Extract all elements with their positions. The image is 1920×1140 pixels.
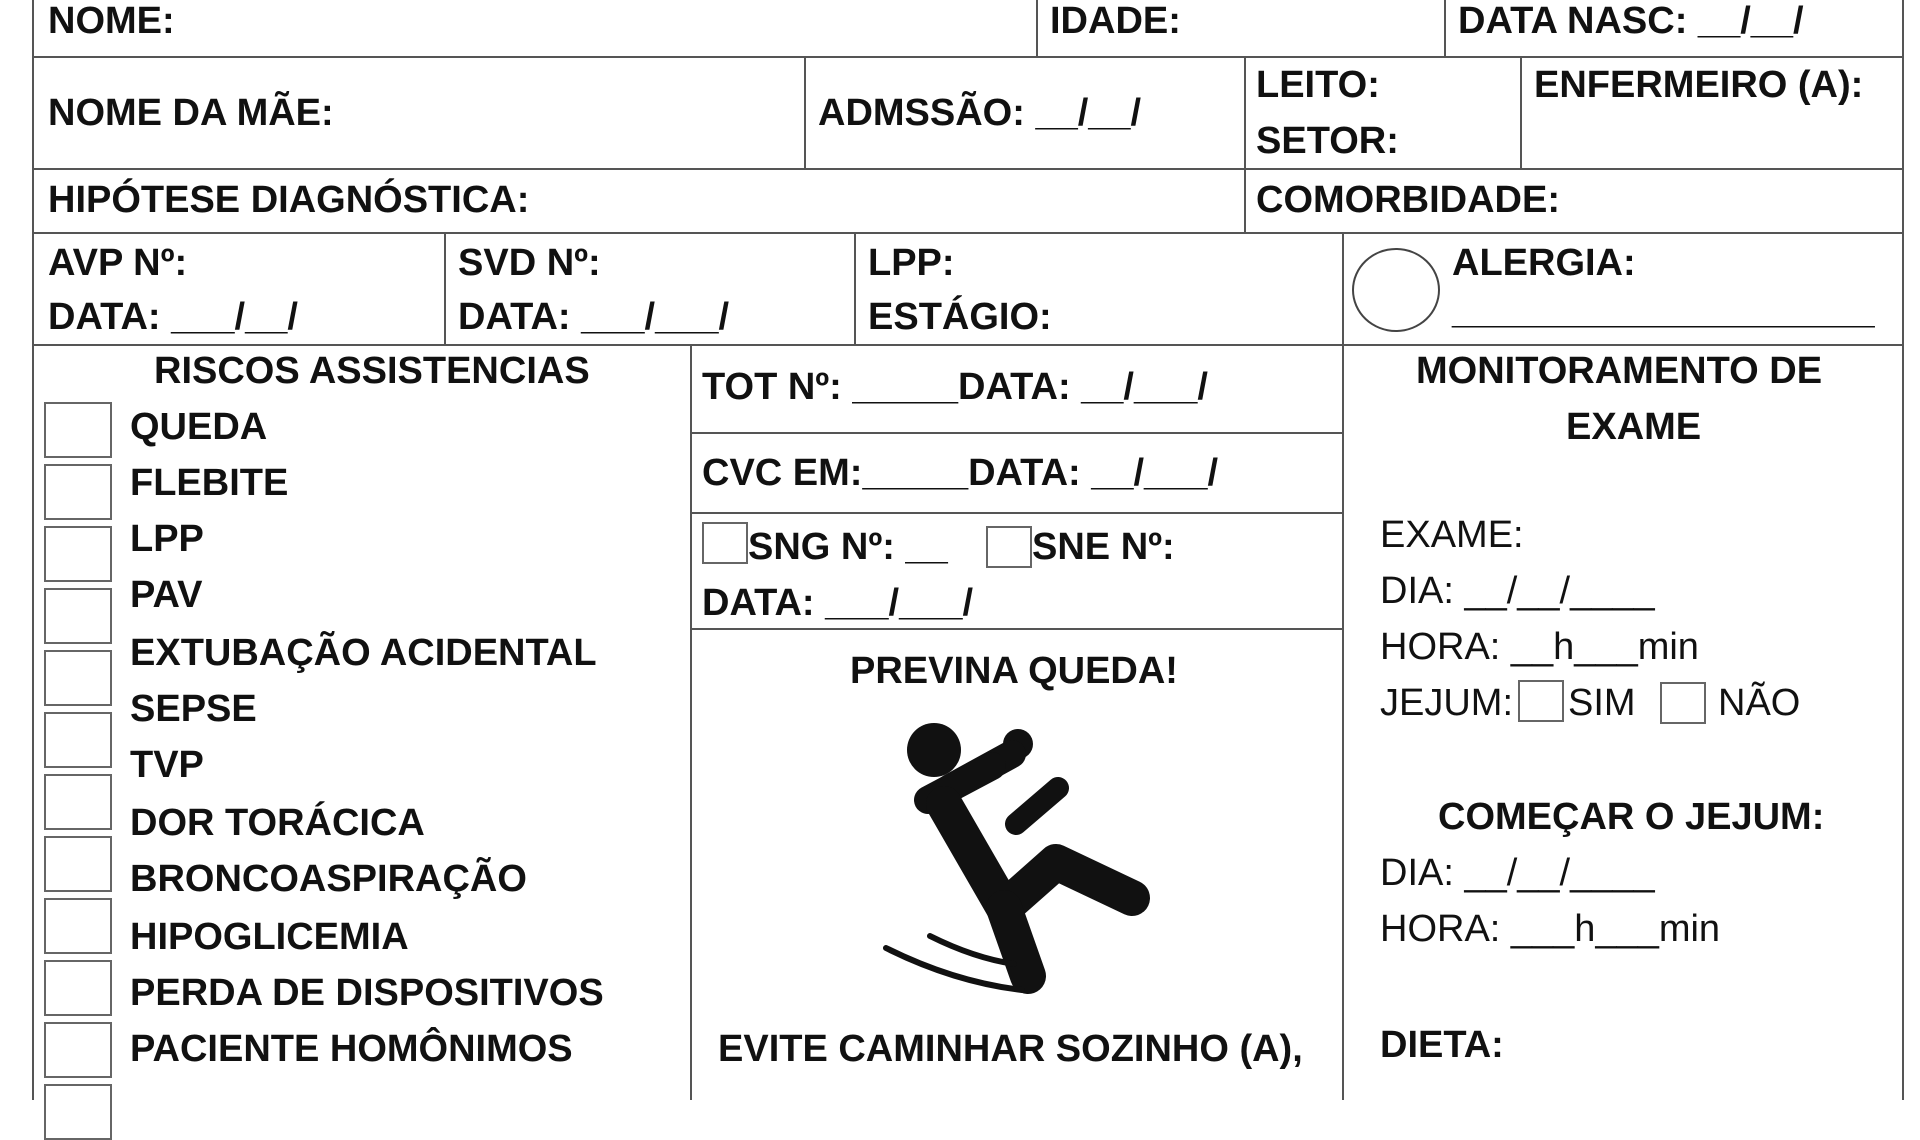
alergia-underline: ____________________ — [1452, 290, 1875, 332]
sng-section[interactable] — [690, 514, 1342, 628]
risk-label-lpp: LPP — [130, 518, 204, 560]
label-jejum-sim: SIM — [1568, 682, 1636, 724]
label-svd-data: DATA: ___/___/ — [458, 296, 730, 338]
falling-person-icon — [880, 714, 1180, 1004]
label-data-nasc: DATA NASC: __/__/ — [1458, 0, 1804, 42]
label-dieta: DIETA: — [1380, 1024, 1504, 1066]
cell-alergia[interactable] — [1342, 232, 1902, 344]
checkbox-lpp[interactable] — [44, 526, 112, 582]
checkbox-sepse[interactable] — [44, 712, 112, 768]
cell-comorbidade[interactable] — [1244, 168, 1902, 232]
label-exame: EXAME: — [1380, 514, 1524, 556]
evite-caminhar-text: EVITE CAMINHAR SOZINHO (A), — [718, 1028, 1303, 1070]
label-admissao: ADMSSÃO: __/__/ — [818, 92, 1142, 134]
cell-nome[interactable] — [34, 0, 1038, 56]
risk-label-homonimos: PACIENTE HOMÔNIMOS — [130, 1028, 573, 1070]
cell-leito-setor[interactable] — [1244, 56, 1522, 168]
cell-lpp[interactable] — [854, 232, 1344, 344]
row-admission — [34, 56, 1902, 170]
label-hora: HORA: __h___min — [1380, 626, 1699, 668]
cvc-section[interactable] — [690, 434, 1342, 512]
label-sng-data: DATA: ___/___/ — [702, 582, 974, 624]
label-alergia: ALERGIA: — [1452, 242, 1636, 284]
checkbox-perda-dispositivos[interactable] — [44, 1022, 112, 1078]
label-jejum: JEJUM: — [1380, 682, 1513, 724]
risk-label-sepse: SEPSE — [130, 688, 257, 730]
label-avp: AVP Nº: — [48, 242, 188, 284]
label-avp-data: DATA: ___/__/ — [48, 296, 298, 338]
divider-sng — [690, 628, 1342, 630]
checkbox-dor-toracica[interactable] — [44, 836, 112, 892]
risk-label-hipoglicemia: HIPOGLICEMIA — [130, 916, 409, 958]
riscos-title: RISCOS ASSISTENCIAS — [154, 350, 590, 392]
cell-nome-mae[interactable] — [34, 56, 806, 168]
risk-label-perda-dispositivos: PERDA DE DISPOSITIVOS — [130, 972, 604, 1014]
checkbox-queda[interactable] — [44, 402, 112, 458]
label-hipotese: HIPÓTESE DIAGNÓSTICA: — [48, 179, 530, 221]
cell-enfermeiro[interactable] — [1520, 56, 1902, 168]
tot-section[interactable] — [690, 344, 1342, 432]
label-jejum-nao: NÃO — [1718, 682, 1801, 724]
label-comorbidade: COMORBIDADE: — [1256, 179, 1560, 221]
risk-label-pav: PAV — [130, 574, 203, 616]
risk-label-queda: QUEDA — [130, 406, 268, 448]
riscos-column — [34, 344, 692, 1100]
risk-label-tvp: TVP — [130, 744, 204, 786]
monitor-title-1: MONITORAMENTO DE — [1416, 350, 1823, 392]
checkbox-jejum-nao[interactable] — [1660, 682, 1706, 724]
checkbox-homonimos[interactable] — [44, 1084, 112, 1140]
checkbox-sng[interactable] — [702, 522, 748, 564]
label-dia: DIA: __/__/____ — [1380, 570, 1655, 612]
allergy-indicator-circle[interactable] — [1352, 248, 1440, 332]
label-lpp: LPP: — [868, 242, 955, 284]
label-enfermeiro: ENFERMEIRO (A): — [1534, 64, 1864, 106]
monitor-column — [1342, 344, 1902, 1100]
risk-label-flebite: FLEBITE — [130, 462, 289, 504]
checkbox-pav[interactable] — [44, 588, 112, 644]
checkbox-sne[interactable] — [986, 526, 1032, 568]
row-devices — [34, 232, 1902, 346]
label-leito: LEITO: — [1256, 64, 1380, 106]
cell-svd[interactable] — [444, 232, 856, 344]
monitor-title-2: EXAME — [1566, 406, 1702, 448]
label-svd: SVD Nº: — [458, 242, 601, 284]
cell-idade[interactable] — [1036, 0, 1446, 56]
label-idade: IDADE: — [1050, 0, 1181, 42]
checkbox-broncoaspiracao[interactable] — [44, 898, 112, 954]
patient-form — [32, 0, 1904, 1100]
label-sng: SNG Nº: __ — [748, 526, 948, 568]
risk-label-extubacao: EXTUBAÇÃO ACIDENTAL — [130, 632, 597, 674]
label-dia2: DIA: __/__/____ — [1380, 852, 1655, 894]
label-tot: TOT Nº: _____DATA: __/___/ — [702, 366, 1208, 408]
row-identification — [34, 0, 1902, 58]
label-nome: NOME: — [48, 0, 175, 42]
checkbox-hipoglicemia[interactable] — [44, 960, 112, 1016]
label-setor: SETOR: — [1256, 120, 1399, 162]
label-hora2: HORA: ___h___min — [1380, 908, 1721, 950]
label-sne: SNE Nº: — [1032, 526, 1175, 568]
lower-section — [34, 344, 1902, 1100]
checkbox-extubacao[interactable] — [44, 650, 112, 706]
checkbox-jejum-sim[interactable] — [1518, 680, 1564, 722]
row-diagnosis — [34, 168, 1902, 234]
cell-admissao[interactable] — [804, 56, 1246, 168]
label-estagio: ESTÁGIO: — [868, 296, 1052, 338]
cell-hipotese[interactable] — [34, 168, 1246, 232]
cell-data-nasc[interactable] — [1444, 0, 1902, 56]
risk-label-dor-toracica: DOR TORÁCICA — [130, 802, 425, 844]
label-cvc: CVC EM:_____DATA: __/___/ — [702, 452, 1219, 494]
cell-avp[interactable] — [34, 232, 446, 344]
middle-column — [690, 344, 1344, 1100]
label-comecar-jejum: COMEÇAR O JEJUM: — [1438, 796, 1825, 838]
previna-queda-title: PREVINA QUEDA! — [850, 650, 1178, 692]
checkbox-flebite[interactable] — [44, 464, 112, 520]
risk-label-broncoaspiracao: BRONCOASPIRAÇÃO — [130, 858, 527, 900]
label-nome-mae: NOME DA MÃE: — [48, 92, 334, 134]
checkbox-tvp[interactable] — [44, 774, 112, 830]
